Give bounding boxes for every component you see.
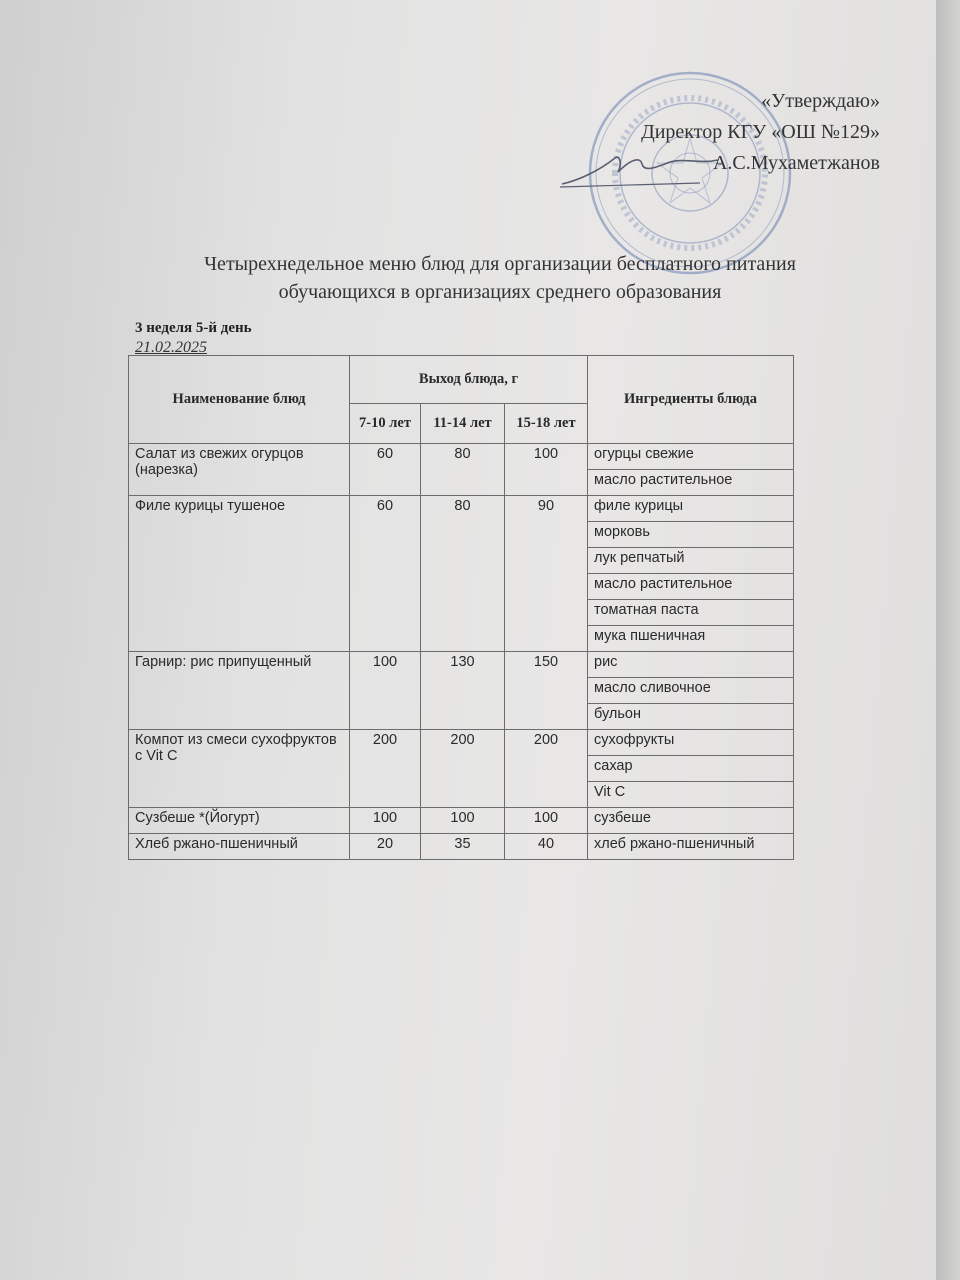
week-label: 3 неделя 5-й день	[135, 320, 252, 336]
dish-name: Гарнир: рис припущенный	[129, 652, 350, 730]
ingredient-cell: масло растительное	[588, 470, 794, 496]
header-age-15-18: 15-18 лет	[505, 404, 588, 444]
header-name: Наименование блюд	[129, 356, 350, 444]
table-row	[129, 444, 794, 470]
yield-11-14: 200	[421, 730, 505, 808]
ingredient-cell: сахар	[588, 756, 794, 782]
yield-15-18: 200	[505, 730, 588, 808]
ingredient-cell: томатная паста	[588, 600, 794, 626]
ingredient-cell: масло растительное	[588, 574, 794, 600]
yield-11-14: 80	[421, 496, 505, 652]
yield-15-18: 100	[505, 444, 588, 496]
yield-15-18: 150	[505, 652, 588, 730]
header-yield: Выход блюда, г	[350, 356, 588, 404]
yield-15-18: 100	[505, 808, 588, 834]
table-row	[129, 652, 794, 678]
yield-11-14: 80	[421, 444, 505, 496]
approval-line-1: «Утверждаю»	[761, 90, 880, 112]
yield-15-18: 40	[505, 834, 588, 860]
ingredient-cell: лук репчатый	[588, 548, 794, 574]
ingredient-cell: морковь	[588, 522, 794, 548]
approval-line-3: А.С.Мухаметжанов	[712, 152, 880, 174]
approval-block	[641, 86, 880, 179]
ingredient-cell: хлеб ржано-пшеничный	[588, 834, 794, 860]
document-title	[120, 250, 880, 306]
ingredient-cell: филе курицы	[588, 496, 794, 522]
yield-11-14: 100	[421, 808, 505, 834]
dish-name: Компот из смеси сухофруктов с Vit C	[129, 730, 350, 808]
yield-7-10: 20	[350, 834, 421, 860]
ingredient-cell: мука пшеничная	[588, 626, 794, 652]
ingredient-cell: рис	[588, 652, 794, 678]
title-line-2: обучающихся в организациях среднего образования	[278, 281, 722, 303]
ingredient-cell: сухофрукты	[588, 730, 794, 756]
dish-name: Сузбеше *(Йогурт)	[129, 808, 350, 834]
dish-name: Хлеб ржано-пшеничный	[129, 834, 350, 860]
yield-7-10: 200	[350, 730, 421, 808]
menu-table-body	[129, 444, 794, 860]
yield-7-10: 100	[350, 652, 421, 730]
ingredient-cell: бульон	[588, 704, 794, 730]
table-row	[129, 834, 794, 860]
table-row	[129, 808, 794, 834]
ingredient-cell: масло сливочное	[588, 678, 794, 704]
approval-line-2: Директор КГУ «ОШ №129»	[641, 121, 880, 143]
yield-11-14: 130	[421, 652, 505, 730]
yield-7-10: 100	[350, 808, 421, 834]
table-row	[129, 496, 794, 522]
ingredient-cell: огурцы свежие	[588, 444, 794, 470]
menu-table	[128, 355, 794, 860]
background-edge	[936, 0, 960, 1280]
header-age-7-10: 7-10 лет	[350, 404, 421, 444]
header-age-11-14: 11-14 лет	[421, 404, 505, 444]
dish-name: Салат из свежих огурцов (нарезка)	[129, 444, 350, 496]
ingredient-cell: сузбеше	[588, 808, 794, 834]
header-ingredients: Ингредиенты блюда	[588, 356, 794, 444]
ingredient-cell: Vit C	[588, 782, 794, 808]
yield-11-14: 35	[421, 834, 505, 860]
yield-15-18: 90	[505, 496, 588, 652]
title-line-1: Четырехнедельное меню блюд для организации бесплатного питания	[204, 253, 796, 275]
yield-7-10: 60	[350, 444, 421, 496]
table-row	[129, 730, 794, 756]
menu-date: 21.02.2025	[135, 339, 207, 356]
dish-name: Филе курицы тушеное	[129, 496, 350, 652]
yield-7-10: 60	[350, 496, 421, 652]
